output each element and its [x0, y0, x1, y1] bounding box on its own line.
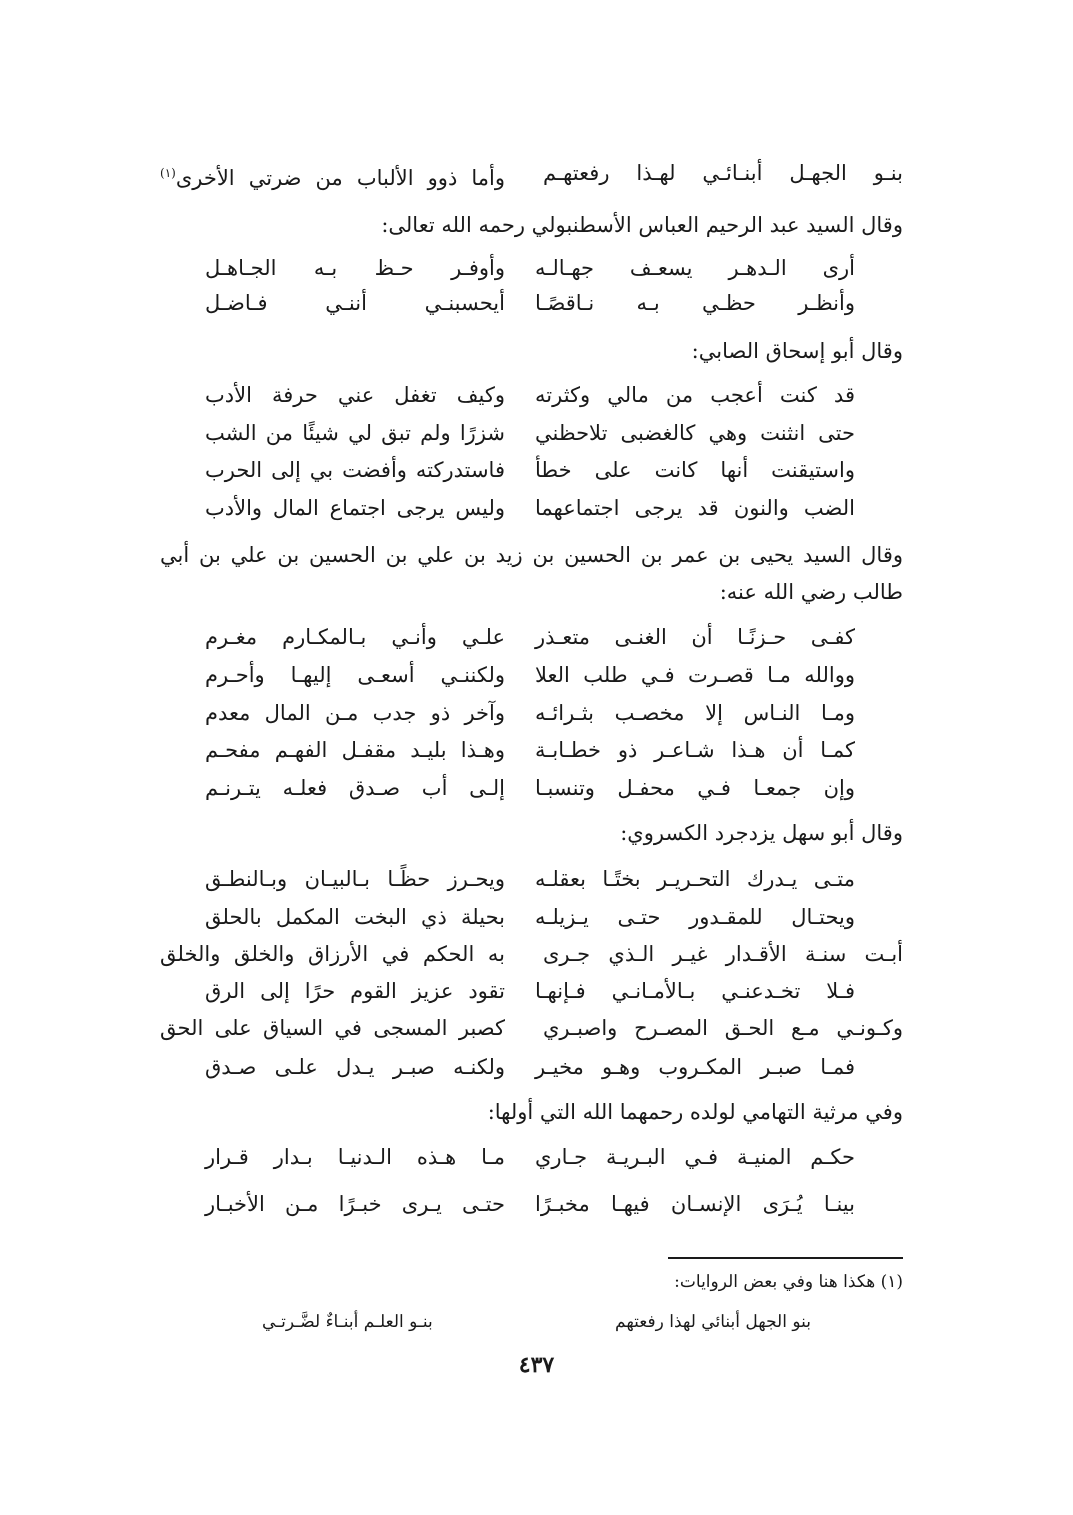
yahya-verse-1-second: علـي وأنـي بـالمكـارم مغـرم [205, 625, 505, 649]
sabi-verse-4-second: وليس يرجى اجتماع المال والأدب [205, 496, 505, 520]
sabi-verse-1-second: وكيف تغفل عني حرفة الأدب [205, 383, 505, 407]
kasrawi-verse-3-first: أبـت سنـة الأقـدار غيـر الـذي جـرى [543, 942, 903, 966]
yahya-verse-2-second: ولكننـي أسعـى إليهـا وأحـرم [205, 663, 505, 687]
footnote-verse-first: بنو الجهل أبنائي لهذا رفعتهم [615, 1312, 811, 1332]
sabi-verse-1-first: قد كنت أعجب من مالي وكثرته [535, 383, 855, 407]
footnote-reference: (١) [160, 166, 176, 180]
intro-tihami: وفي مرثية التهامي لولده رحمهما الله التي أولها: [487, 1100, 903, 1124]
yahya-verse-5-first: وإن جمعـا فـي محفـل وتنسبـا [535, 776, 855, 800]
kasrawi-verse-4-first: فـلا تخـدعنـي بـالأمـانـي فـإنهـا [535, 979, 855, 1003]
kasrawi-verse-5-first: وكـونـي مـع الحـق المصـرح واصبـري [543, 1016, 903, 1040]
sabi-verse-4-first: الضب والنون قد يرجى اجتماعهما [535, 496, 855, 520]
opening-verse-first-hemistich: بنـو الجهـل أبنـائـي لهـذا رفعتهـم [543, 161, 903, 185]
sabi-verse-2-second: شزرًا ولم تبق لي شيئًا من الشب [205, 421, 505, 445]
opening-verse-second-text: وأما ذوو الألباب من ضرتي الأخرى [175, 166, 505, 190]
yahya-verse-4-first: كمـا أن هـذا شـاعـر ذو خطـابـة [535, 738, 855, 762]
tihami-verse-2-first: بينـا يُـرَى الإنسـان فيهـا مخبـرًا [535, 1192, 855, 1216]
yahya-verse-5-second: إلـى أب صـدق فعلـه يتـرنـم [205, 776, 505, 800]
kasrawi-verse-2-first: ويحتـال للمقـدور حتـى يـزيلـه [535, 905, 855, 929]
opening-verse-second-hemistich [160, 158, 505, 193]
sabi-verse-3-first: واستيقنت أنها كانت على خطأ [535, 458, 855, 482]
page-number: ٤٣٧ [518, 1352, 555, 1378]
intro-abd-rahim: وقال السيد عبد الرحيم العباس الأسطنبولي رحمه الله تعالى: [381, 213, 903, 237]
yahya-verse-3-first: ومـا النـاس إلا مخصـب بثـرائـه [535, 701, 855, 725]
kasrawi-verse-1-second: ويحـرز حظًـا بـالبيـان وبـالنطـق [205, 867, 505, 891]
kasrawi-verse-6-first: فمـا صبـر المكـروب وهـو مخيـر [535, 1055, 855, 1079]
intro-sabi: وقال أبو إسحاق الصابي: [691, 339, 903, 363]
kasrawi-verse-4-second: تقود عزيز القوم حرًا إلى الرق [205, 979, 505, 1003]
yahya-verse-1-first: كفـى حـزنًـا أن الغنـى متعـذر [535, 625, 855, 649]
intro-kasrawi: وقال أبو سهل يزدجرد الكسروي: [620, 821, 903, 845]
footnote-label: (١) هكذا هنا وفي بعض الروايات: [674, 1272, 903, 1292]
sabi-verse-3-second: فاستدركته وأفضت بي إلى الحرب [205, 458, 505, 482]
footnote-verse-second: بنـو العلـم أبنـاءٌ لضَّـرتـي [262, 1312, 433, 1332]
abd-rahim-verse-2-second: أيحسبنـي أننـي فـاضـل [205, 291, 505, 315]
abd-rahim-verse-1-second: وأوفـر حـظ بـه الجـاهـل [205, 256, 505, 280]
yahya-verse-3-second: وآخر ذو جدب مـن المال معدم [205, 701, 505, 725]
kasrawi-verse-3-second: به الحكم في الأرزاق والخلق والخلق [160, 942, 505, 966]
kasrawi-verse-1-first: متـى يـدرك التحـريـر بختًـا بعقلـه [535, 867, 855, 891]
tihami-verse-1-second: مـا هـذه الـدنيـا بـدار قـرار [205, 1145, 505, 1169]
sabi-verse-2-first: حتى انثنت وهي كالغضبى تلاحظني [535, 421, 855, 445]
kasrawi-verse-5-second: كصبر المسجى في السياق على الحق [160, 1016, 505, 1040]
intro-yahya-line-2: طالب رضي الله عنه: [719, 580, 903, 604]
yahya-verse-2-first: ووالله مـا قصـرت فـي طلب العلا [535, 663, 855, 687]
tihami-verse-1-first: حكـم المنيـة فـي البـريـة جـاري [535, 1145, 855, 1169]
abd-rahim-verse-2-first: وأنظـر حظـي بـه نـاقصًـا [535, 291, 855, 315]
kasrawi-verse-2-second: بحيلة ذي البخت المكمل بالحلق [205, 905, 505, 929]
abd-rahim-verse-1-first: أرى الـدهـر يسعـف جهـالـه [535, 256, 855, 280]
intro-yahya-line-1: وقال السيد يحيى بن عمر بن الحسين بن زيد بن علي بن الحسين بن علي بن أبي [160, 543, 903, 567]
kasrawi-verse-6-second: ولكنـه صبـر يـدل علـى صـدق [205, 1055, 505, 1079]
footnote-divider [668, 1257, 903, 1259]
tihami-verse-2-second: حتـى يـرى خبـرًا مـن الأخبـار [205, 1192, 505, 1216]
yahya-verse-4-second: وهـذا بليـد مقفـل الفهـم مفحـم [205, 738, 505, 762]
